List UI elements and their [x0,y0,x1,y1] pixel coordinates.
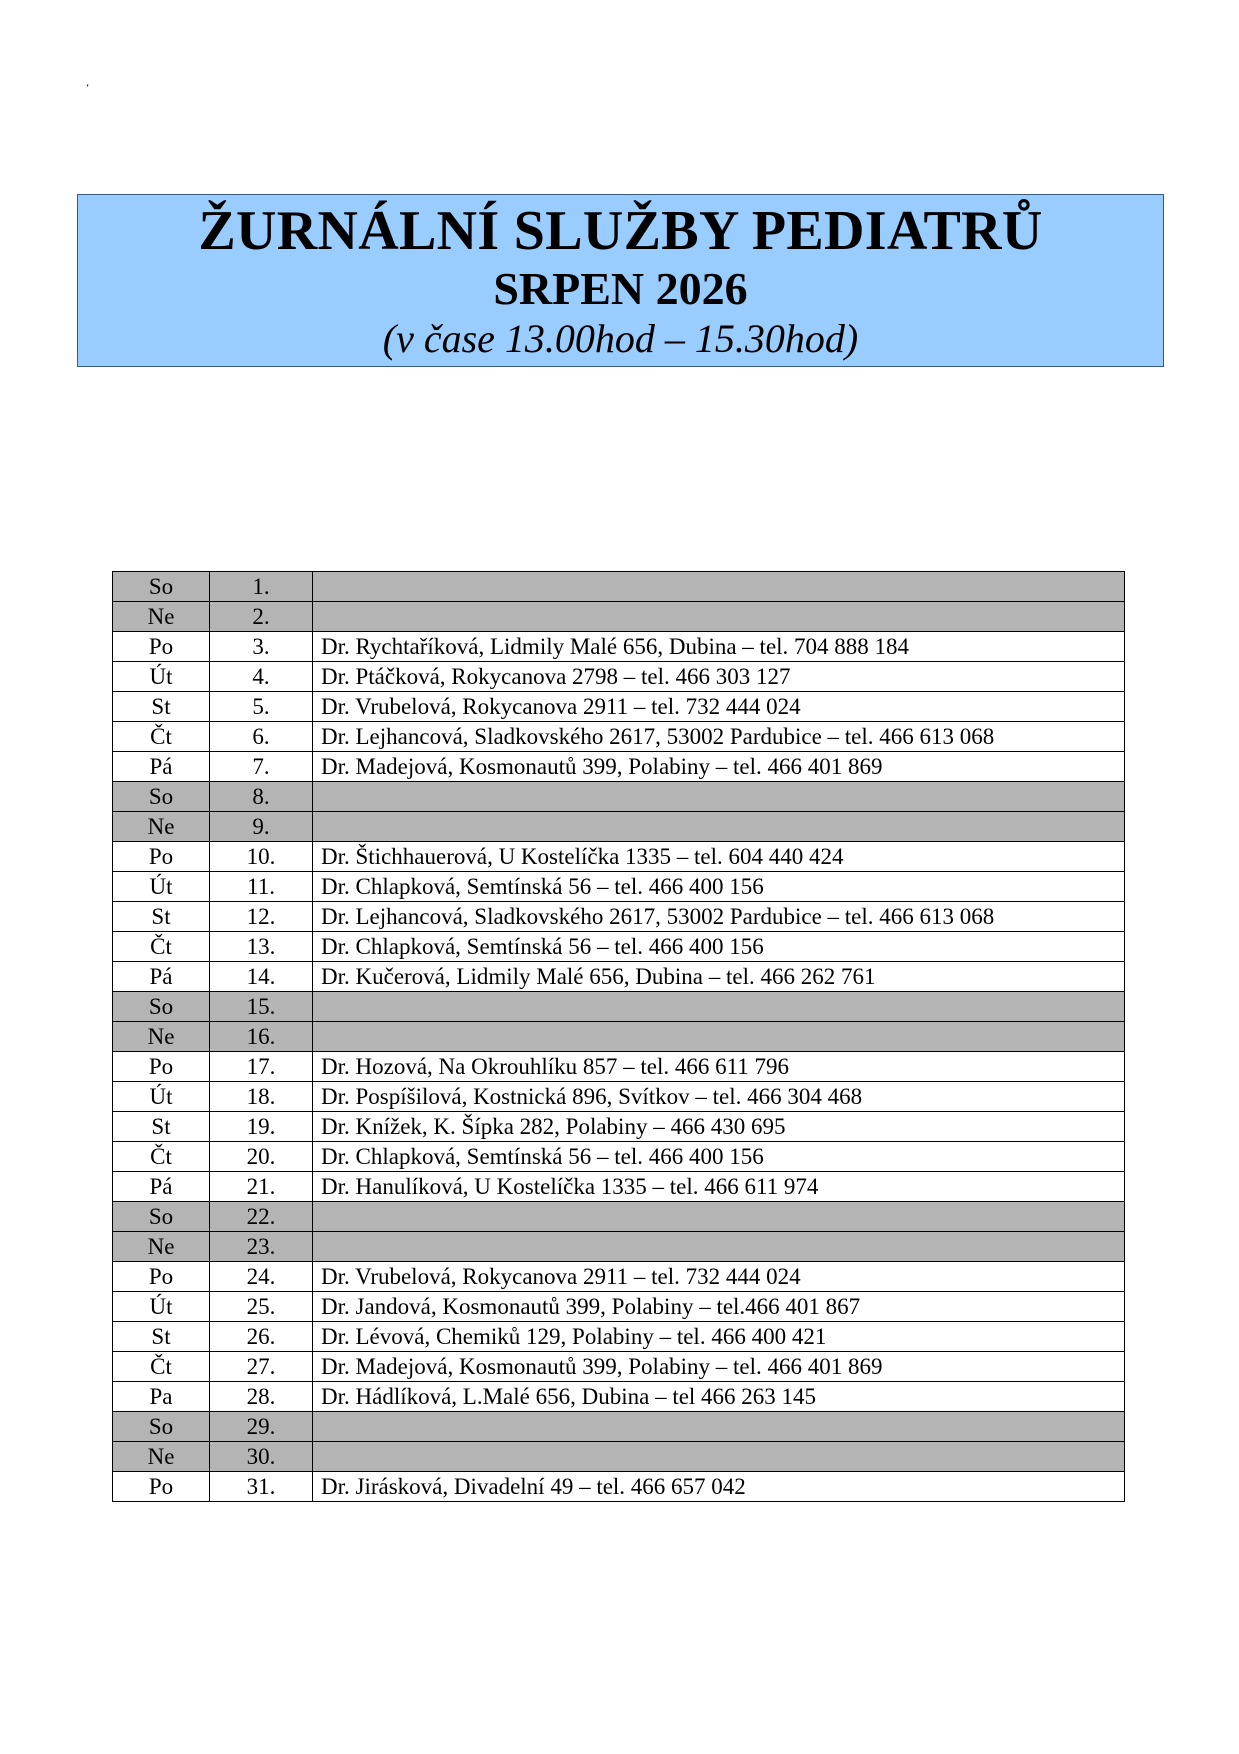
doctor-cell: Dr. Rychtaříková, Lidmily Malé 656, Dubina – tel. 704 888 184 [313,632,1125,662]
doctor-cell [313,1022,1125,1052]
doctor-cell: Dr. Lejhancová, Sladkovského 2617, 53002 Pardubice – tel. 466 613 068 [313,902,1125,932]
schedule-table [112,571,1125,1502]
weekday-cell: Pa [113,1382,210,1412]
doctor-cell [313,572,1125,602]
weekday-cell: Pá [113,1172,210,1202]
table-row [113,1112,1125,1142]
doctor-cell [313,1412,1125,1442]
date-cell: 6. [210,722,313,752]
date-cell: 30. [210,1442,313,1472]
doctor-cell: Dr. Hozová, Na Okrouhlíku 857 – tel. 466 611 796 [313,1052,1125,1082]
date-cell: 12. [210,902,313,932]
table-row [113,1262,1125,1292]
date-cell: 10. [210,842,313,872]
weekday-cell: So [113,1202,210,1232]
table-row [113,1202,1125,1232]
table-row [113,1142,1125,1172]
table-row [113,1352,1125,1382]
date-cell: 23. [210,1232,313,1262]
weekday-cell: St [113,692,210,722]
weekday-cell: Po [113,842,210,872]
date-cell: 5. [210,692,313,722]
weekday-cell: So [113,992,210,1022]
table-row [113,1382,1125,1412]
table-row [113,722,1125,752]
table-row [113,1052,1125,1082]
doctor-cell: Dr. Chlapková, Semtínská 56 – tel. 466 400 156 [313,1142,1125,1172]
doctor-cell: Dr. Vrubelová, Rokycanova 2911 – tel. 732 444 024 [313,1262,1125,1292]
table-row [113,962,1125,992]
table-row [113,932,1125,962]
weekday-cell: St [113,1112,210,1142]
weekday-cell: Čt [113,932,210,962]
weekday-cell: So [113,572,210,602]
date-cell: 15. [210,992,313,1022]
table-row [113,692,1125,722]
weekday-cell: Po [113,1052,210,1082]
doctor-cell [313,1202,1125,1232]
doctor-cell: Dr. Jirásková, Divadelní 49 – tel. 466 657 042 [313,1472,1125,1502]
doctor-cell [313,782,1125,812]
weekday-cell: Út [113,1292,210,1322]
page-title: ŽURNÁLNÍ SLUŽBY PEDIATRŮ [198,200,1043,262]
corner-mark: ‘ [86,83,90,94]
doctor-cell [313,812,1125,842]
weekday-cell: Ne [113,602,210,632]
date-cell: 21. [210,1172,313,1202]
date-cell: 24. [210,1262,313,1292]
date-cell: 20. [210,1142,313,1172]
table-row [113,752,1125,782]
date-cell: 25. [210,1292,313,1322]
schedule-table-body [113,572,1125,1502]
doctor-cell: Dr. Jandová, Kosmonautů 399, Polabiny – tel.466 401 867 [313,1292,1125,1322]
date-cell: 3. [210,632,313,662]
date-cell: 13. [210,932,313,962]
doctor-cell: Dr. Lejhancová, Sladkovského 2617, 53002 Pardubice – tel. 466 613 068 [313,722,1125,752]
date-cell: 22. [210,1202,313,1232]
page-subtitle-time: (v čase 13.00hod – 15.30hod) [382,316,859,361]
table-row [113,1232,1125,1262]
weekday-cell: St [113,902,210,932]
doctor-cell [313,992,1125,1022]
weekday-cell: Po [113,1262,210,1292]
date-cell: 16. [210,1022,313,1052]
weekday-cell: Pá [113,962,210,992]
weekday-cell: Út [113,872,210,902]
table-row [113,572,1125,602]
doctor-cell: Dr. Hádlíková, L.Malé 656, Dubina – tel 466 263 145 [313,1382,1125,1412]
date-cell: 29. [210,1412,313,1442]
table-row [113,1022,1125,1052]
doctor-cell: Dr. Kučerová, Lidmily Malé 656, Dubina – tel. 466 262 761 [313,962,1125,992]
date-cell: 17. [210,1052,313,1082]
date-cell: 7. [210,752,313,782]
date-cell: 28. [210,1382,313,1412]
doctor-cell: Dr. Madejová, Kosmonautů 399, Polabiny – tel. 466 401 869 [313,752,1125,782]
table-row [113,992,1125,1022]
table-row [113,812,1125,842]
weekday-cell: Ne [113,1232,210,1262]
date-cell: 31. [210,1472,313,1502]
table-row [113,1172,1125,1202]
weekday-cell: Ne [113,1022,210,1052]
doctor-cell: Dr. Hanulíková, U Kostelíčka 1335 – tel. 466 611 974 [313,1172,1125,1202]
table-row [113,1472,1125,1502]
table-row [113,1292,1125,1322]
date-cell: 1. [210,572,313,602]
date-cell: 18. [210,1082,313,1112]
doctor-cell: Dr. Štichhauerová, U Kostelíčka 1335 – tel. 604 440 424 [313,842,1125,872]
weekday-cell: So [113,1412,210,1442]
weekday-cell: Ne [113,1442,210,1472]
doctor-cell [313,1442,1125,1472]
doctor-cell [313,602,1125,632]
doctor-cell: Dr. Madejová, Kosmonautů 399, Polabiny – tel. 466 401 869 [313,1352,1125,1382]
doctor-cell: Dr. Ptáčková, Rokycanova 2798 – tel. 466 303 127 [313,662,1125,692]
date-cell: 9. [210,812,313,842]
doctor-cell: Dr. Knížek, K. Šípka 282, Polabiny – 466 430 695 [313,1112,1125,1142]
weekday-cell: Čt [113,1352,210,1382]
table-row [113,632,1125,662]
table-row [113,1322,1125,1352]
table-row [113,782,1125,812]
weekday-cell: Út [113,1082,210,1112]
date-cell: 8. [210,782,313,812]
weekday-cell: St [113,1322,210,1352]
table-row [113,872,1125,902]
doctor-cell: Dr. Vrubelová, Rokycanova 2911 – tel. 732 444 024 [313,692,1125,722]
date-cell: 19. [210,1112,313,1142]
weekday-cell: Čt [113,1142,210,1172]
table-row [113,1442,1125,1472]
date-cell: 27. [210,1352,313,1382]
doctor-cell [313,1232,1125,1262]
date-cell: 11. [210,872,313,902]
doctor-cell: Dr. Pospíšilová, Kostnická 896, Svítkov – tel. 466 304 468 [313,1082,1125,1112]
doctor-cell: Dr. Chlapková, Semtínská 56 – tel. 466 400 156 [313,932,1125,962]
weekday-cell: Pá [113,752,210,782]
header-banner [77,194,1164,367]
weekday-cell: Ne [113,812,210,842]
doctor-cell: Dr. Chlapková, Semtínská 56 – tel. 466 400 156 [313,872,1125,902]
page-subtitle-month: SRPEN 2026 [493,263,748,314]
table-row [113,1082,1125,1112]
weekday-cell: Čt [113,722,210,752]
table-row [113,902,1125,932]
weekday-cell: Po [113,1472,210,1502]
date-cell: 4. [210,662,313,692]
weekday-cell: Po [113,632,210,662]
weekday-cell: Út [113,662,210,692]
table-row [113,602,1125,632]
date-cell: 14. [210,962,313,992]
date-cell: 2. [210,602,313,632]
table-row [113,662,1125,692]
doctor-cell: Dr. Lévová, Chemiků 129, Polabiny – tel. 466 400 421 [313,1322,1125,1352]
table-row [113,842,1125,872]
table-row [113,1412,1125,1442]
weekday-cell: So [113,782,210,812]
date-cell: 26. [210,1322,313,1352]
